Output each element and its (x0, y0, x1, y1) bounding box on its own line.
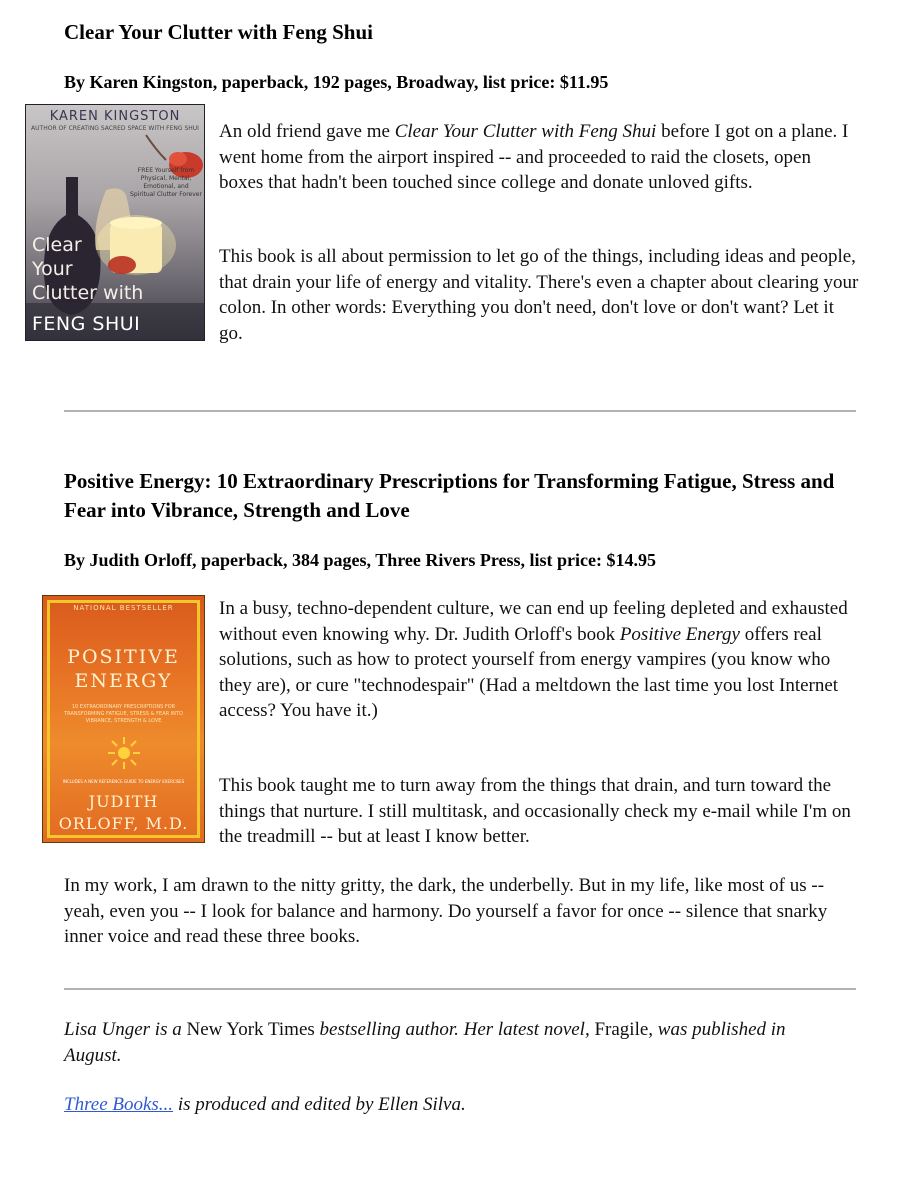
cover-tagline: AUTHOR OF CREATING SACRED SPACE WITH FENG SHUI (31, 125, 199, 132)
text: Lisa Unger is a (64, 1019, 187, 1040)
book-byline-kingston: By Karen Kingston, paperback, 192 pages, Broadway, list price: $11.95 (64, 72, 609, 92)
book-title-italic: Clear Your Clutter with Feng Shui (394, 121, 657, 142)
book-cover-positive-energy (42, 595, 205, 843)
novel-title: Fragile (594, 1019, 649, 1040)
cover-title-line: ENERGY (74, 670, 173, 692)
text: In a busy, techno-dependent culture, we can end up feeling depleted and exhausted without even knowing why. Dr. Judith Orloff's book (219, 598, 848, 645)
text: An old friend gave me (219, 121, 395, 142)
book-title-italic: Positive Energy (619, 623, 740, 645)
cover-author-line: JUDITH (88, 792, 159, 811)
cover-title (32, 233, 202, 305)
cover-author-line: ORLOFF, M.D. (58, 814, 189, 833)
book-cover-clear-your-clutter (25, 104, 205, 341)
section-divider (64, 988, 856, 990)
series-credit (64, 1092, 844, 1118)
book-title-clear-your-clutter: Clear Your Clutter with Feng Shui (64, 20, 373, 44)
text: before I got on a plane. I went home from the airport inspired -- and proceeded to raid the closets, open boxes that hadn't been touched since college and donate unloved gifts. (219, 121, 849, 193)
review1-paragraph-2: This book is all about permission to let go of the things, including ideas and people, that drain your life of energy and vitality. There's even a chapter about clearing your colon. In other words: Everything you don't need, don't love or don't want? Let it go. (219, 246, 859, 344)
review2-paragraph-2: This book taught me to turn away from the things that drain, and turn toward the things that nurture. I still multitask, and occasionally check my e-mail while I'm on the treadmill -- but at least I know better. (219, 775, 851, 847)
text: is produced and edited by Ellen Silva. (173, 1094, 466, 1115)
cover-title-line: Clear (32, 234, 82, 256)
cover-badge: NATIONAL BESTSELLER (73, 604, 174, 612)
author-bio (64, 1017, 844, 1069)
book-title-positive-energy: Positive Energy: 10 Extraordinary Prescriptions for Transforming Fatigue, Stress and Fear into Vibrance, Strength and Love (64, 469, 835, 522)
sun-icon (107, 736, 141, 770)
publication-name: New York Times (186, 1019, 315, 1040)
text: bestselling author. Her latest novel, (314, 1019, 595, 1040)
cover-title-line: Clutter with (32, 282, 144, 304)
text: offers real solutions, such as how to protect yourself from energy vampires (you know who they are), or cure "technodespair" (Had a meltdown the last time you lost Internet access? You have it.) (219, 623, 839, 721)
cover-still-life-illustration (26, 105, 205, 341)
text: , was published in August. (64, 1019, 786, 1066)
review2-paragraph-1 (219, 596, 859, 724)
closing-paragraph: In my work, I am drawn to the nitty gritty, the dark, the underbelly. But in my life, like most of us -- yeah, even you -- I look for balance and harmony. Do yourself a favor for once -- silence that snarky inner voice and read these three books. (64, 875, 828, 947)
book-byline-orloff: By Judith Orloff, paperback, 384 pages, Three Rivers Press, list price: $14.95 (64, 550, 656, 570)
review1-paragraph-1 (219, 119, 859, 196)
cover-subtitle: 10 EXTRAORDINARY PRESCRIPTIONS FOR TRANSFORMING FATIGUE, STRESS & FEAR INTO VIBRANCE, STRENGTH & LOVE (64, 704, 183, 724)
cover-author: KAREN KINGSTON (49, 109, 181, 124)
three-books-link[interactable]: Three Books... (64, 1094, 174, 1115)
cover-blurb: FREE Yourself from Physical, Mental, Emotional, and Spiritual Clutter Forever (130, 167, 202, 198)
cover-includes-note: INCLUDES A NEW REFERENCE GUIDE TO ENERGY EXERCISES (62, 779, 185, 784)
cover-title-feng-shui: FENG SHUI (32, 313, 141, 335)
cover-title-line: Your (32, 258, 73, 280)
cover-title-line: POSITIVE (67, 646, 180, 668)
section-divider (64, 410, 856, 412)
